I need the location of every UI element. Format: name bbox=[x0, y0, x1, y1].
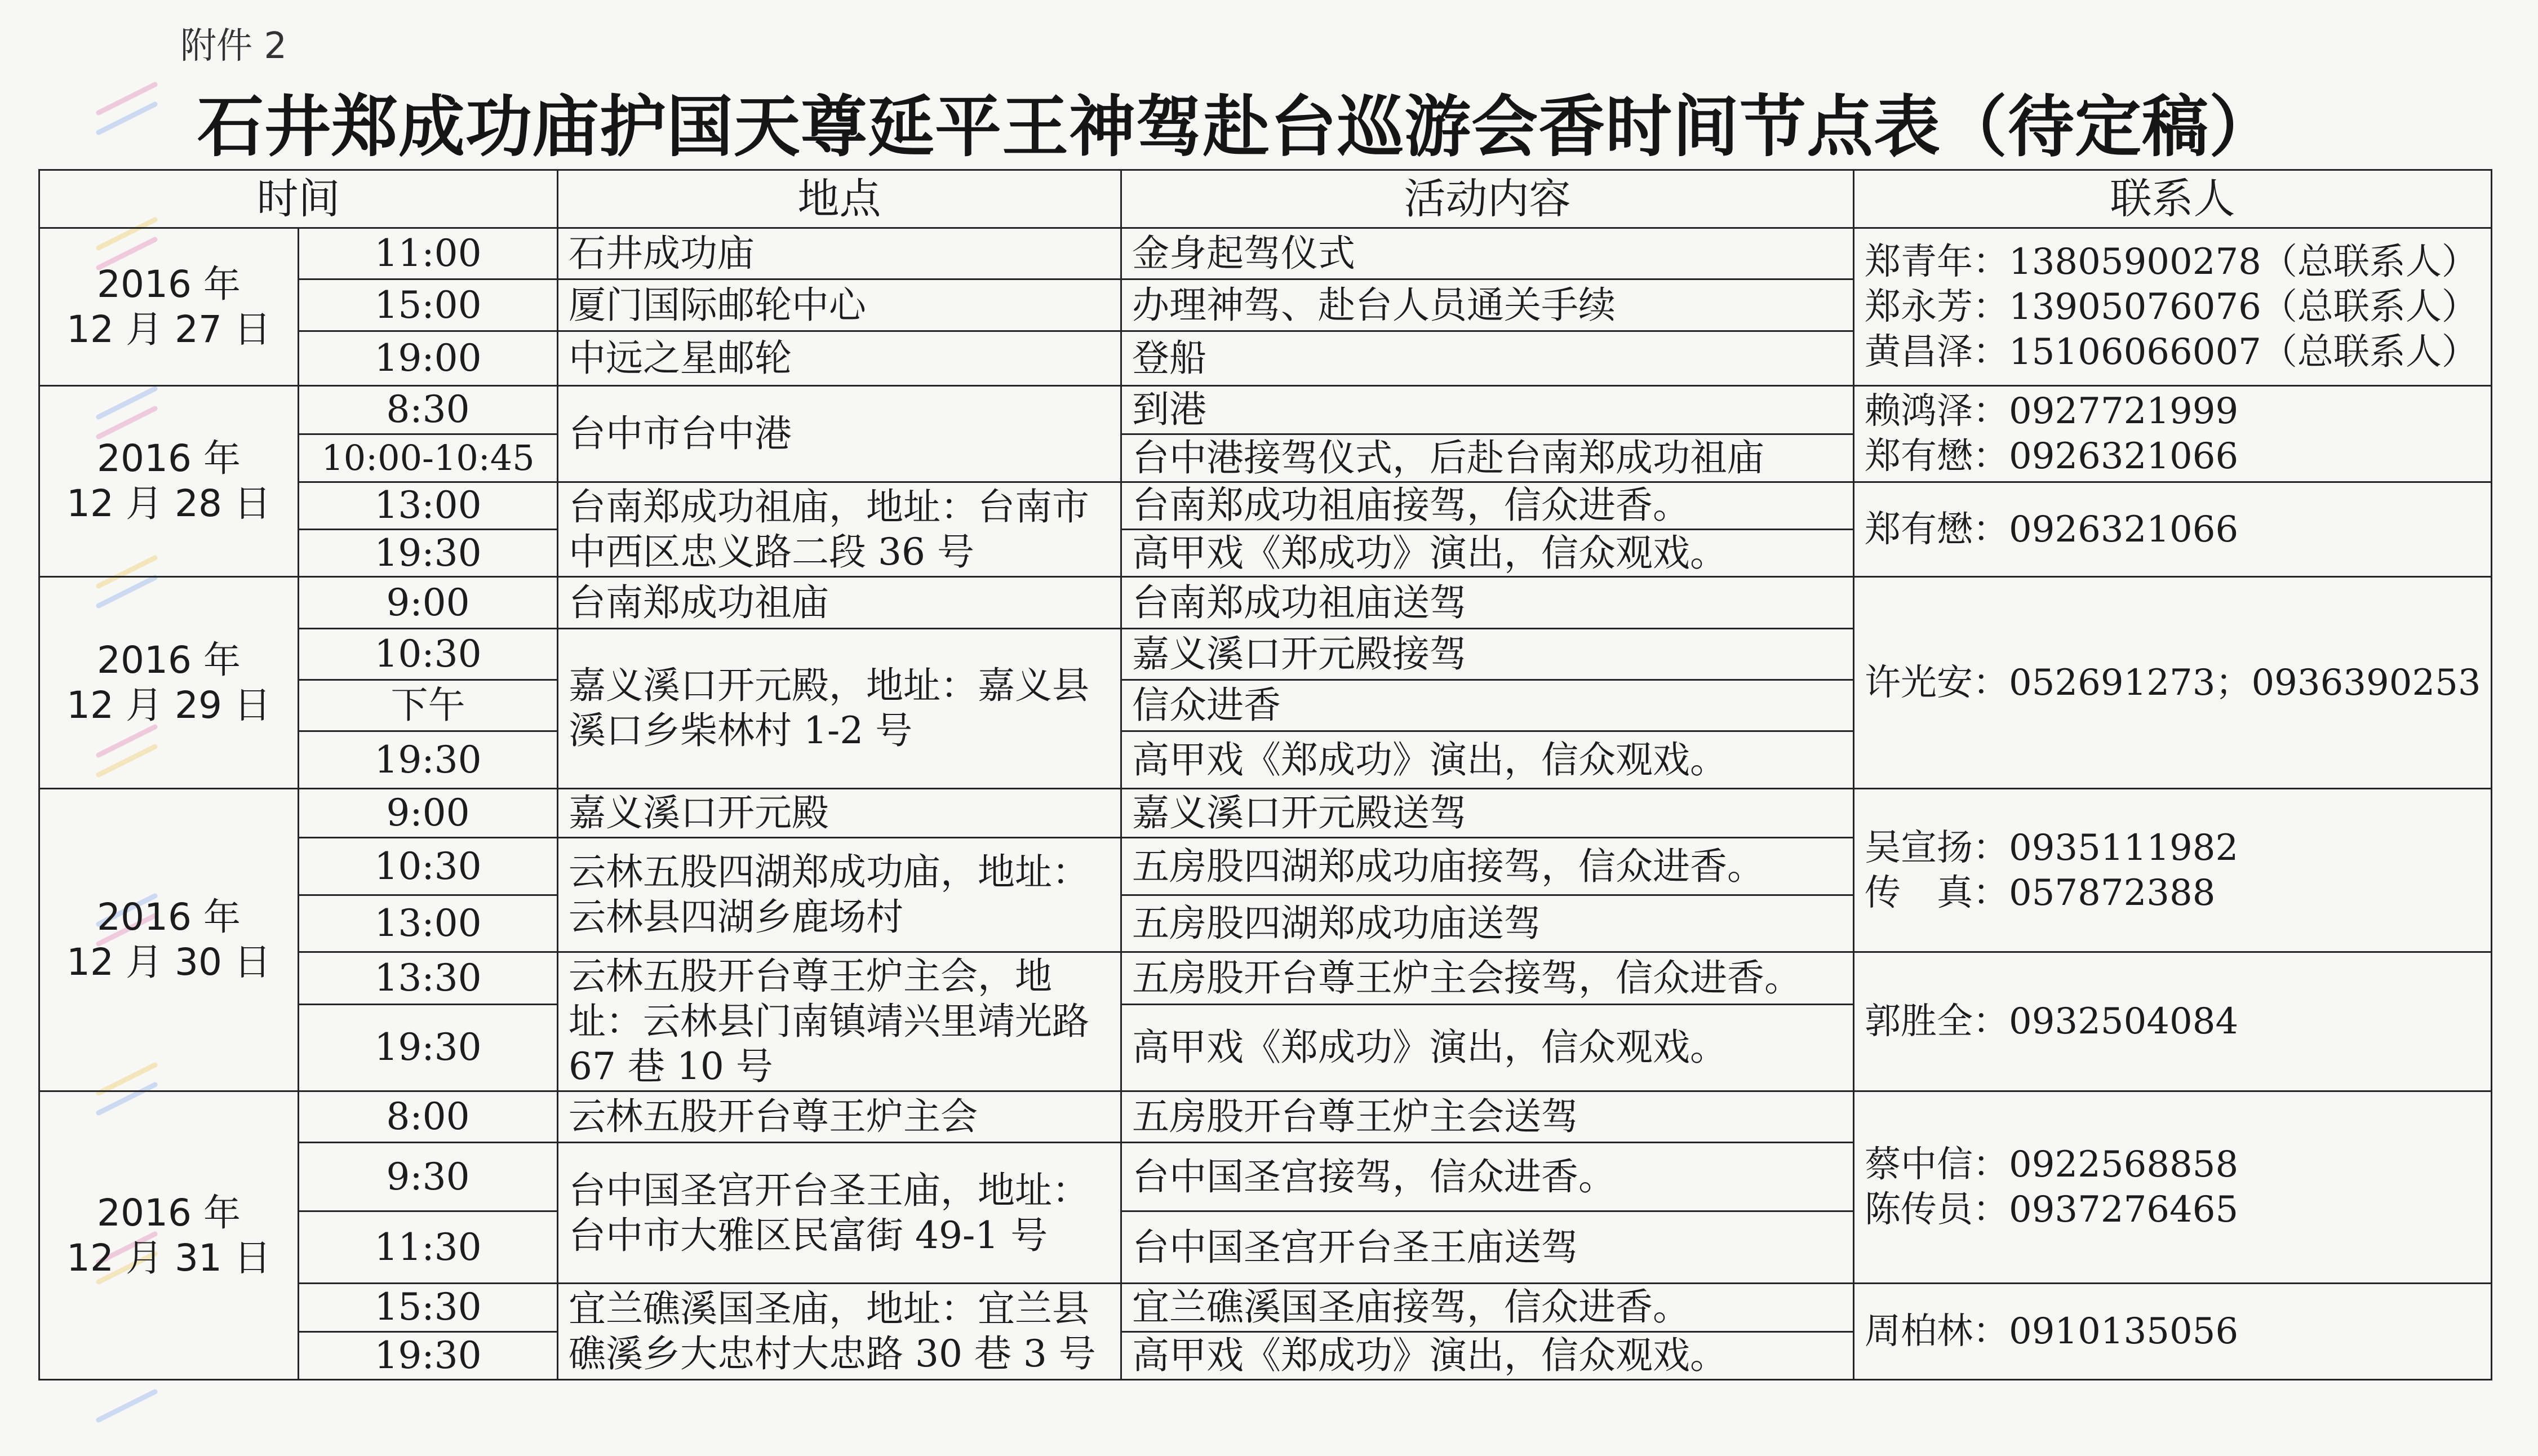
time-cell: 9:00 bbox=[299, 788, 558, 837]
time-cell: 10:00-10:45 bbox=[299, 434, 558, 482]
location-cell: 石井成功庙 bbox=[558, 228, 1121, 279]
date-cell bbox=[39, 788, 299, 1091]
contact-line: 黄昌泽：15106066007（总联系人） bbox=[1865, 331, 2478, 373]
activity-cell: 高甲戏《郑成功》演出，信众观戏。 bbox=[1121, 530, 1854, 577]
time-cell: 下午 bbox=[299, 680, 558, 731]
date-year: 2016 年 bbox=[97, 262, 241, 306]
date-cell bbox=[39, 386, 299, 577]
header-location: 地点 bbox=[558, 170, 1121, 228]
header-time: 时间 bbox=[39, 170, 558, 228]
activity-cell: 高甲戏《郑成功》演出，信众观戏。 bbox=[1121, 1004, 1854, 1091]
activity-cell: 嘉义溪口开元殿接驾 bbox=[1121, 628, 1854, 680]
activity-cell: 嘉义溪口开元殿送驾 bbox=[1121, 788, 1854, 837]
contact-cell bbox=[1854, 788, 2492, 952]
date-year: 2016 年 bbox=[97, 437, 241, 481]
activity-cell: 台中国圣宫接驾，信众进香。 bbox=[1121, 1143, 1854, 1211]
location-cell: 嘉义溪口开元殿，地址：嘉义县溪口乡柴林村 1-2 号 bbox=[558, 628, 1121, 788]
time-cell: 11:00 bbox=[299, 228, 558, 279]
table-row bbox=[39, 482, 2492, 529]
location-cell: 中远之星邮轮 bbox=[558, 331, 1121, 385]
time-cell: 9:00 bbox=[299, 577, 558, 628]
header-activity: 活动内容 bbox=[1121, 170, 1854, 228]
time-cell: 19:30 bbox=[299, 731, 558, 789]
time-cell: 9:30 bbox=[299, 1143, 558, 1211]
time-cell: 11:30 bbox=[299, 1211, 558, 1284]
contact-line: 传 真：057872388 bbox=[1865, 872, 2216, 914]
date-cell bbox=[39, 1091, 299, 1380]
table-row bbox=[39, 386, 2492, 434]
table-row bbox=[39, 1091, 2492, 1143]
contact-line: 郑永芳：13905076076（总联系人） bbox=[1865, 286, 2478, 328]
activity-cell: 登船 bbox=[1121, 331, 1854, 385]
contact-line: 郭胜全：0932504084 bbox=[1865, 1001, 2239, 1043]
time-cell: 13:30 bbox=[299, 952, 558, 1005]
document-title: 石井郑成功庙护国天尊延平王神驾赴台巡游会香时间节点表（待定稿） bbox=[197, 88, 2277, 166]
table-row bbox=[39, 952, 2492, 1005]
activity-cell: 宜兰礁溪国圣庙接驾，信众进香。 bbox=[1121, 1284, 1854, 1331]
location-cell: 嘉义溪口开元殿 bbox=[558, 788, 1121, 837]
header-contact: 联系人 bbox=[1854, 170, 2492, 228]
contact-line: 郑青年：13805900278（总联系人） bbox=[1865, 241, 2478, 283]
contact-line: 周柏林：0910135056 bbox=[1865, 1311, 2239, 1353]
table-row bbox=[39, 1284, 2492, 1331]
activity-cell: 五房股开台尊王炉主会送驾 bbox=[1121, 1091, 1854, 1143]
contact-cell bbox=[1854, 1284, 2492, 1380]
date-day: 12 月 30 日 bbox=[66, 940, 271, 984]
location-cell: 云林五股开台尊王炉主会 bbox=[558, 1091, 1121, 1143]
table-row bbox=[39, 577, 2492, 628]
contact-cell bbox=[1854, 386, 2492, 482]
time-cell: 13:00 bbox=[299, 895, 558, 952]
contact-line: 赖鸿泽：0927721999 bbox=[1865, 390, 2239, 432]
contact-line: 郑有懋：0926321066 bbox=[1865, 508, 2239, 551]
location-cell: 宜兰礁溪国圣庙，地址：宜兰县礁溪乡大忠村大忠路 30 巷 3 号 bbox=[558, 1284, 1121, 1380]
time-cell: 10:30 bbox=[299, 628, 558, 680]
activity-cell: 金身起驾仪式 bbox=[1121, 228, 1854, 279]
time-cell: 8:30 bbox=[299, 386, 558, 434]
location-cell: 台中国圣宫开台圣王庙，地址：台中市大雅区民富街 49-1 号 bbox=[558, 1143, 1121, 1284]
time-cell: 13:00 bbox=[299, 482, 558, 529]
schedule-table bbox=[38, 169, 2492, 1380]
contact-line: 陈传员：0937276465 bbox=[1865, 1189, 2239, 1231]
contact-cell bbox=[1854, 1091, 2492, 1284]
attachment-label: 附件 2 bbox=[180, 25, 287, 67]
location-cell: 厦门国际邮轮中心 bbox=[558, 279, 1121, 331]
contact-line: 吴宣扬：0935111982 bbox=[1865, 827, 2239, 869]
contact-line: 郑有懋：0926321066 bbox=[1865, 436, 2239, 477]
date-year: 2016 年 bbox=[97, 638, 241, 682]
location-cell: 台中市台中港 bbox=[558, 386, 1121, 482]
contact-cell bbox=[1854, 952, 2492, 1091]
activity-cell: 五房股四湖郑成功庙送驾 bbox=[1121, 895, 1854, 952]
activity-cell: 高甲戏《郑成功》演出，信众观戏。 bbox=[1121, 731, 1854, 789]
activity-cell: 台南郑成功祖庙接驾，信众进香。 bbox=[1121, 482, 1854, 529]
activity-cell: 信众进香 bbox=[1121, 680, 1854, 731]
activity-cell: 到港 bbox=[1121, 386, 1854, 434]
contact-cell bbox=[1854, 228, 2492, 386]
activity-cell: 五房股开台尊王炉主会接驾，信众进香。 bbox=[1121, 952, 1854, 1005]
time-cell: 19:00 bbox=[299, 331, 558, 385]
activity-cell: 台中国圣宫开台圣王庙送驾 bbox=[1121, 1211, 1854, 1284]
time-cell: 10:30 bbox=[299, 838, 558, 895]
activity-cell: 高甲戏《郑成功》演出，信众观戏。 bbox=[1121, 1331, 1854, 1380]
header-row bbox=[39, 170, 2492, 228]
date-day: 12 月 31 日 bbox=[66, 1236, 271, 1280]
activity-cell: 台南郑成功祖庙送驾 bbox=[1121, 577, 1854, 628]
table-row bbox=[39, 788, 2492, 837]
date-year: 2016 年 bbox=[97, 895, 241, 939]
table-row bbox=[39, 228, 2492, 279]
activity-cell: 五房股四湖郑成功庙接驾，信众进香。 bbox=[1121, 838, 1854, 895]
time-cell: 15:30 bbox=[299, 1284, 558, 1331]
contact-cell bbox=[1854, 482, 2492, 577]
date-cell bbox=[39, 577, 299, 789]
time-cell: 19:30 bbox=[299, 530, 558, 577]
location-cell: 云林五股四湖郑成功庙，地址：云林县四湖乡鹿场村 bbox=[558, 838, 1121, 952]
date-cell bbox=[39, 228, 299, 386]
activity-cell: 办理神驾、赴台人员通关手续 bbox=[1121, 279, 1854, 331]
location-cell: 云林五股开台尊王炉主会，地址：云林县门南镇靖兴里靖光路 67 巷 10 号 bbox=[558, 952, 1121, 1091]
time-cell: 19:30 bbox=[299, 1004, 558, 1091]
contact-line: 蔡中信：0922568858 bbox=[1865, 1144, 2239, 1186]
contact-line: 许光安：052691273；0936390253 bbox=[1865, 662, 2481, 704]
date-day: 12 月 27 日 bbox=[66, 307, 271, 351]
date-day: 12 月 29 日 bbox=[66, 683, 271, 727]
date-day: 12 月 28 日 bbox=[66, 482, 271, 526]
location-cell: 台南郑成功祖庙，地址：台南市中西区忠义路二段 36 号 bbox=[558, 482, 1121, 577]
location-cell: 台南郑成功祖庙 bbox=[558, 577, 1121, 628]
time-cell: 8:00 bbox=[299, 1091, 558, 1143]
date-year: 2016 年 bbox=[97, 1191, 241, 1235]
time-cell: 15:00 bbox=[299, 279, 558, 331]
activity-cell: 台中港接驾仪式，后赴台南郑成功祖庙 bbox=[1121, 434, 1854, 482]
time-cell: 19:30 bbox=[299, 1331, 558, 1380]
contact-cell bbox=[1854, 577, 2492, 789]
